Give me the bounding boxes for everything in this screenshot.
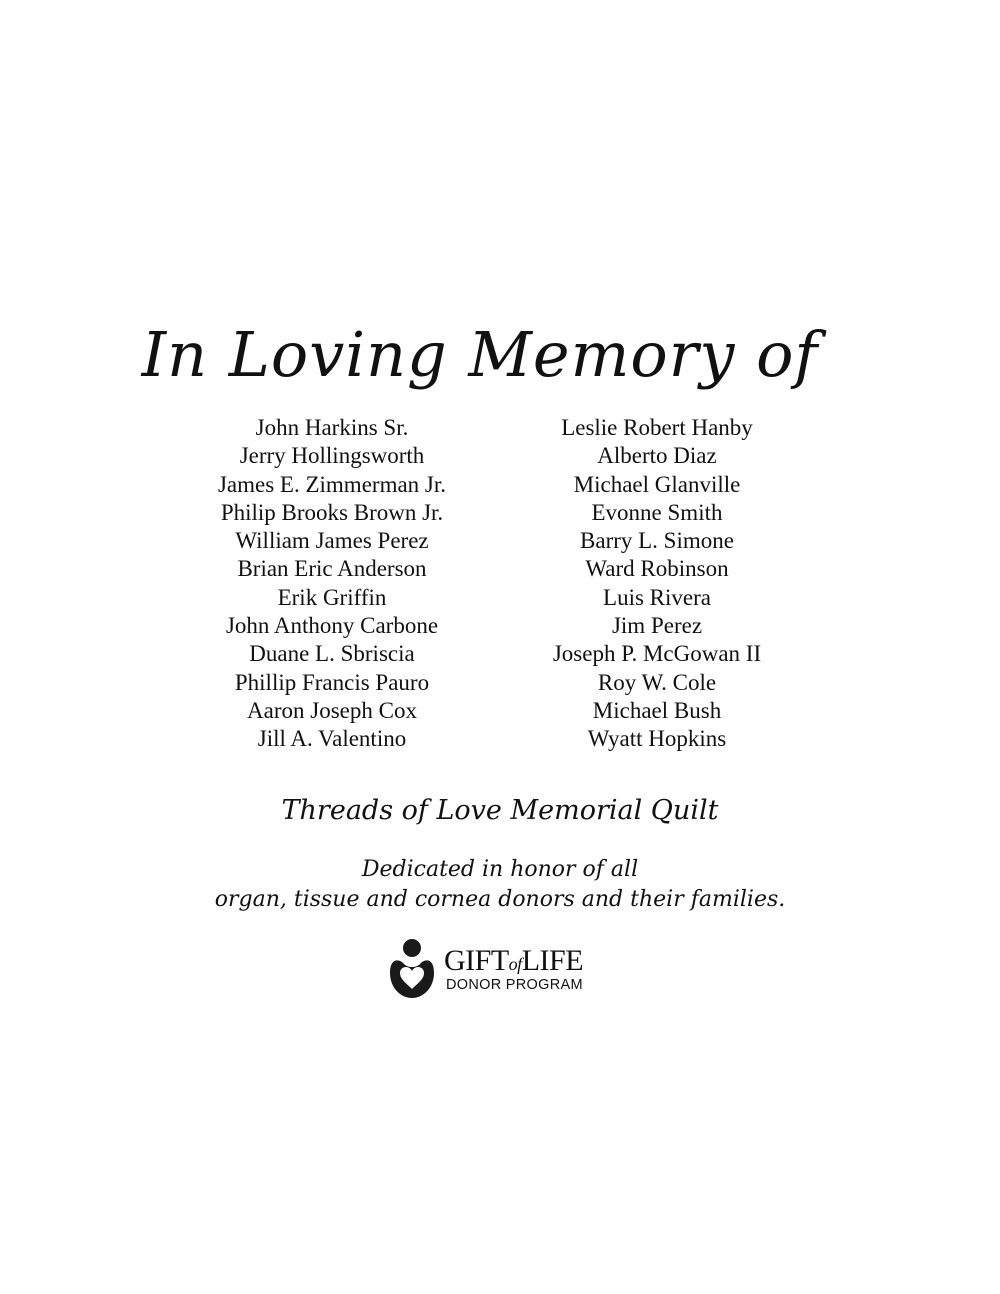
list-item: Aaron Joseph Cox bbox=[247, 697, 417, 723]
list-item: James E. Zimmerman Jr. bbox=[217, 471, 447, 497]
list-item: Michael Bush bbox=[592, 697, 722, 723]
dedication-line-1: Dedicated in honor of all bbox=[361, 857, 639, 882]
list-item: Erik Griffin bbox=[277, 584, 387, 610]
list-item: Philip Brooks Brown Jr. bbox=[220, 499, 444, 525]
person-heart-icon bbox=[382, 937, 442, 1001]
list-item: Luis Rivera bbox=[603, 584, 711, 610]
logo-title: GIFTofLIFE bbox=[444, 944, 584, 977]
list-item: Joseph P. McGowan II bbox=[552, 641, 762, 667]
list-item: Evonne Smith bbox=[591, 499, 723, 525]
quilt-title: Threads of Love Memorial Quilt bbox=[281, 795, 719, 826]
list-item: Wyatt Hopkins bbox=[587, 726, 727, 752]
logo-subtitle: DONOR PROGRAM bbox=[446, 977, 583, 993]
list-item: John Harkins Sr. bbox=[255, 415, 409, 440]
list-item: Michael Glanville bbox=[573, 471, 741, 497]
dedication-text bbox=[0, 855, 1000, 915]
list-item: Jerry Hollingsworth bbox=[239, 443, 425, 469]
list-item: Jill A. Valentino bbox=[257, 726, 407, 752]
page-title: In Loving Memory of bbox=[141, 318, 819, 391]
list-item: Brian Eric Anderson bbox=[237, 556, 427, 582]
gift-of-life-logo bbox=[382, 937, 622, 1001]
list-item: Alberto Diaz bbox=[597, 443, 717, 469]
list-item: John Anthony Carbone bbox=[225, 613, 439, 639]
list-item: Leslie Robert Hanby bbox=[561, 415, 753, 440]
list-item: Barry L. Simone bbox=[580, 528, 734, 554]
list-item: Phillip Francis Pauro bbox=[234, 669, 430, 695]
names-list-left bbox=[182, 414, 482, 754]
list-item: Jim Perez bbox=[611, 613, 703, 639]
list-item: William James Perez bbox=[235, 528, 429, 554]
list-item: Duane L. Sbriscia bbox=[249, 641, 415, 667]
list-item: Ward Robinson bbox=[585, 556, 729, 582]
list-item: Roy W. Cole bbox=[597, 669, 717, 695]
names-list-right bbox=[507, 414, 807, 754]
dedication-line-2: organ, tissue and cornea donors and their families. bbox=[214, 887, 786, 912]
